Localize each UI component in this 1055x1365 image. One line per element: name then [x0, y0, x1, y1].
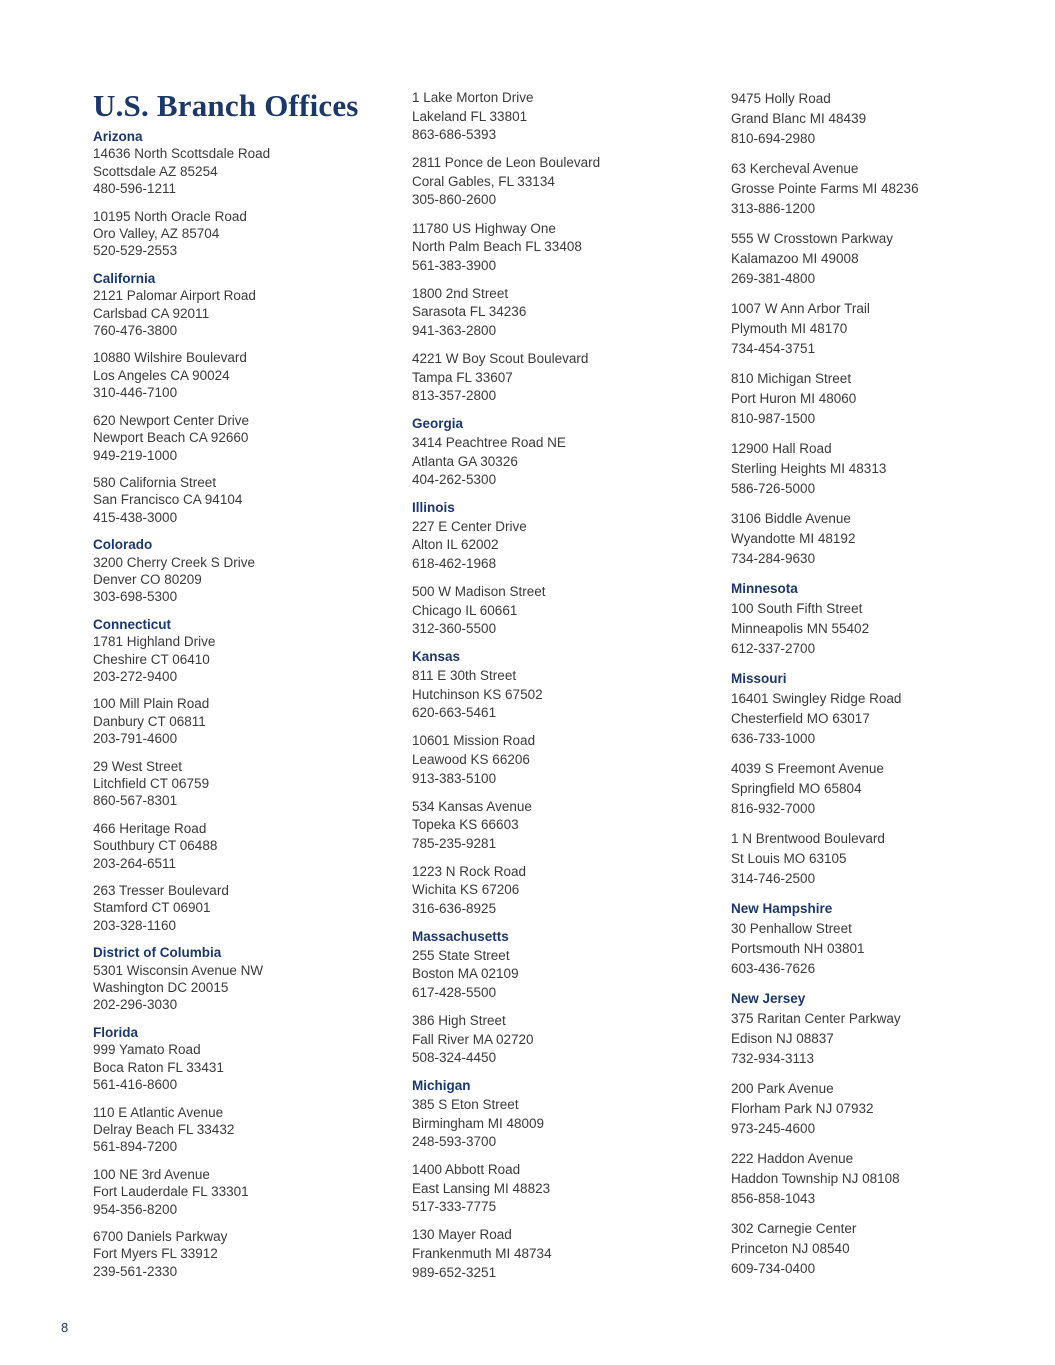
- office-entry: [93, 474, 393, 526]
- office-entry: [93, 1228, 393, 1280]
- office-entry: [412, 947, 712, 1003]
- office-entry: [412, 798, 712, 854]
- office-city: Haddon Township NJ 08108: [731, 1171, 900, 1186]
- office-street: 10880 Wilshire Boulevard: [93, 350, 247, 366]
- office-city: Wichita KS 67206: [412, 882, 520, 898]
- office-city: Chicago IL 60661: [412, 602, 518, 618]
- office-city: Washington DC 20015: [93, 980, 229, 996]
- office-street: 63 Kercheval Avenue: [731, 161, 859, 176]
- office-entry: [93, 1104, 393, 1156]
- office-phone: 313-886-1200: [731, 201, 816, 216]
- office-city: Carlsbad CA 92011: [93, 305, 210, 321]
- office-city: Newport Beach CA 92660: [93, 430, 249, 446]
- office-phone: 310-446-7100: [93, 385, 178, 401]
- office-city: Tampa FL 33607: [412, 369, 513, 385]
- office-street: 4221 W Boy Scout Boulevard: [412, 351, 589, 367]
- office-entry: [412, 1161, 712, 1217]
- office-street: 2811 Ponce de Leon Boulevard: [412, 155, 601, 171]
- office-phone: 989-652-3251: [412, 1264, 497, 1280]
- office-street: 14636 North Scottsdale Road: [93, 146, 271, 162]
- office-phone: 603-436-7626: [731, 961, 816, 976]
- office-street: 375 Raritan Center Parkway: [731, 1011, 901, 1026]
- state-section: [412, 648, 712, 918]
- office-phone: 312-360-5500: [412, 621, 497, 637]
- office-phone: 954-356-8200: [93, 1201, 178, 1217]
- office-street: 263 Tresser Boulevard: [93, 883, 229, 899]
- state-section: [412, 499, 712, 639]
- office-phone: 620-663-5461: [412, 705, 497, 721]
- office-phone: 734-284-9630: [731, 551, 816, 566]
- office-entry: [412, 285, 712, 341]
- office-phone: 863-686-5393: [412, 127, 497, 143]
- office-street: 16401 Swingley Ridge Road: [731, 691, 902, 706]
- office-phone: 636-733-1000: [731, 731, 816, 746]
- office-entry: [93, 758, 393, 810]
- office-city: Coral Gables, FL 33134: [412, 173, 555, 189]
- office-phone: 203-791-4600: [93, 731, 178, 747]
- office-entry: [731, 369, 1031, 429]
- state-heading: Massachusetts: [412, 929, 509, 945]
- office-street: 3414 Peachtree Road NE: [412, 435, 566, 450]
- office-city: Minneapolis MN 55402: [731, 621, 870, 636]
- office-phone: 618-462-1968: [412, 556, 497, 572]
- office-phone: 586-726-5000: [731, 481, 816, 496]
- office-street: 811 E 30th Street: [412, 668, 517, 684]
- office-entry: [731, 439, 1031, 499]
- office-street: 130 Mayer Road: [412, 1227, 512, 1243]
- office-entry: [731, 599, 1031, 659]
- office-street: 386 High Street: [412, 1013, 506, 1029]
- office-street: 1781 Highland Drive: [93, 634, 216, 650]
- state-heading: New Jersey: [731, 991, 806, 1006]
- column-3: [731, 89, 1031, 1289]
- office-street: 500 W Madison Street: [412, 584, 546, 600]
- office-phone: 508-324-4450: [412, 1050, 497, 1066]
- state-section: [731, 989, 1031, 1279]
- office-street: 466 Heritage Road: [93, 820, 207, 836]
- office-phone: 520-529-2553: [93, 243, 178, 259]
- office-entry: [93, 820, 393, 872]
- office-street: 6700 Daniels Parkway: [93, 1228, 228, 1244]
- office-entry: [412, 1012, 712, 1068]
- office-phone: 810-987-1500: [731, 411, 816, 426]
- office-entry: [93, 695, 393, 747]
- office-city: Southbury CT 06488: [93, 838, 218, 854]
- state-heading: Colorado: [93, 537, 153, 553]
- state-section: [93, 128, 393, 260]
- office-phone: 949-219-1000: [93, 447, 178, 463]
- office-city: Princeton NJ 08540: [731, 1241, 850, 1256]
- office-entry: [93, 145, 393, 197]
- state-heading: Arizona: [93, 129, 143, 144]
- office-phone: 248-593-3700: [412, 1134, 497, 1150]
- state-section: [412, 928, 712, 1068]
- office-street: 100 South Fifth Street: [731, 601, 863, 616]
- office-entry: [412, 89, 712, 145]
- office-street: 200 Park Avenue: [731, 1081, 834, 1096]
- office-city: Topeka KS 66603: [412, 817, 519, 833]
- office-city: Frankenmuth MI 48734: [412, 1246, 552, 1262]
- office-street: 12900 Hall Road: [731, 441, 832, 456]
- office-street: 2121 Palomar Airport Road: [93, 288, 256, 304]
- office-phone: 973-245-4600: [731, 1121, 816, 1136]
- office-street: 1223 N Rock Road: [412, 863, 527, 879]
- office-street: 1 Lake Morton Drive: [412, 90, 534, 105]
- state-heading: Illinois: [412, 500, 455, 516]
- office-entry: [93, 882, 393, 934]
- state-heading: Florida: [93, 1024, 139, 1040]
- state-section: [731, 899, 1031, 979]
- office-entry: [412, 350, 712, 406]
- office-city: Birmingham MI 48009: [412, 1115, 545, 1131]
- office-entry: [93, 633, 393, 685]
- office-phone: 269-381-4800: [731, 271, 816, 286]
- office-entry: [412, 863, 712, 919]
- office-city: Kalamazoo MI 49008: [731, 251, 859, 266]
- office-street: 222 Haddon Avenue: [731, 1151, 854, 1166]
- office-street: 5301 Wisconsin Avenue NW: [93, 962, 264, 978]
- state-heading: Kansas: [412, 649, 461, 665]
- office-city: Wyandotte MI 48192: [731, 531, 856, 546]
- office-city: Port Huron MI 48060: [731, 391, 857, 406]
- office-entry: [93, 962, 393, 1014]
- office-street: 302 Carnegie Center: [731, 1221, 857, 1236]
- office-city: Grosse Pointe Farms MI 48236: [731, 181, 919, 196]
- office-city: Edison NJ 08837: [731, 1031, 834, 1046]
- office-phone: 617-428-5500: [412, 984, 497, 1000]
- office-entry: [93, 412, 393, 464]
- column-2: [412, 89, 712, 1292]
- office-street: 100 Mill Plain Road: [93, 696, 210, 712]
- office-street: 1 N Brentwood Boulevard: [731, 831, 885, 846]
- office-entry: [731, 759, 1031, 819]
- office-city: Alton IL 62002: [412, 537, 499, 553]
- office-street: 29 West Street: [93, 758, 183, 774]
- office-street: 227 E Center Drive: [412, 518, 527, 534]
- office-street: 10195 North Oracle Road: [93, 208, 247, 224]
- office-entry: [731, 919, 1031, 979]
- office-phone: 816-932-7000: [731, 801, 816, 816]
- office-phone: 856-858-1043: [731, 1191, 816, 1206]
- office-entry: [412, 583, 712, 639]
- office-city: Los Angeles CA 90024: [93, 367, 230, 383]
- office-entry: [93, 1166, 393, 1218]
- office-city: Boca Raton FL 33431: [93, 1059, 224, 1075]
- office-city: Portsmouth NH 03801: [731, 941, 865, 956]
- office-entry: [412, 434, 712, 490]
- page-number: 8: [61, 1320, 69, 1335]
- office-street: 255 State Street: [412, 947, 510, 963]
- office-entry: [731, 1149, 1031, 1209]
- office-street: 110 E Atlantic Avenue: [93, 1104, 224, 1120]
- office-city: Fort Lauderdale FL 33301: [93, 1184, 249, 1200]
- state-section: [93, 536, 393, 606]
- office-street: 385 S Eton Street: [412, 1096, 519, 1112]
- state-section: [731, 89, 1031, 569]
- office-entry: [731, 159, 1031, 219]
- office-entry: [412, 220, 712, 276]
- state-section: [93, 944, 393, 1014]
- state-section: [731, 669, 1031, 889]
- office-entry: [412, 667, 712, 723]
- office-city: Denver CO 80209: [93, 571, 202, 587]
- office-phone: 239-561-2330: [93, 1263, 178, 1279]
- office-city: Scottsdale AZ 85254: [93, 163, 218, 179]
- state-heading: Missouri: [731, 671, 787, 686]
- office-city: Leawood KS 66206: [412, 751, 530, 767]
- office-city: Chesterfield MO 63017: [731, 711, 870, 726]
- office-entry: [93, 208, 393, 260]
- office-phone: 203-328-1160: [93, 917, 177, 933]
- office-entry: [412, 518, 712, 574]
- office-entry: [93, 349, 393, 401]
- office-phone: 561-894-7200: [93, 1139, 178, 1155]
- office-street: 3200 Cherry Creek S Drive: [93, 554, 256, 570]
- office-phone: 813-357-2800: [412, 388, 497, 404]
- office-phone: 202-296-3030: [93, 997, 178, 1013]
- state-heading: Minnesota: [731, 581, 798, 596]
- office-entry: [93, 554, 393, 606]
- office-phone: 203-272-9400: [93, 668, 178, 684]
- office-phone: 732-934-3113: [731, 1051, 815, 1066]
- office-entry: [731, 229, 1031, 289]
- office-city: Sterling Heights MI 48313: [731, 461, 887, 476]
- office-entry: [412, 1226, 712, 1282]
- office-city: Lakeland FL 33801: [412, 108, 528, 124]
- state-section: [412, 1077, 712, 1282]
- office-city: Litchfield CT 06759: [93, 776, 210, 791]
- office-phone: 415-438-3000: [93, 509, 178, 525]
- state-heading: District of Columbia: [93, 945, 222, 961]
- office-phone: 316-636-8925: [412, 901, 497, 917]
- office-street: 100 NE 3rd Avenue: [93, 1166, 210, 1182]
- office-phone: 785-235-9281: [412, 835, 497, 851]
- office-street: 555 W Crosstown Parkway: [731, 231, 894, 246]
- state-section: [93, 1024, 393, 1280]
- office-city: Florham Park NJ 07932: [731, 1101, 874, 1116]
- office-entry: [412, 154, 712, 210]
- office-street: 30 Penhallow Street: [731, 921, 852, 936]
- office-city: Oro Valley, AZ 85704: [93, 226, 220, 242]
- office-city: Plymouth MI 48170: [731, 321, 848, 336]
- office-city: Springfield MO 65804: [731, 781, 862, 796]
- office-entry: [93, 1041, 393, 1093]
- office-city: St Louis MO 63105: [731, 851, 847, 866]
- office-street: 999 Yamato Road: [93, 1042, 201, 1058]
- office-street: 4039 S Freemont Avenue: [731, 761, 884, 776]
- office-phone: 941-363-2800: [412, 323, 497, 339]
- office-phone: 609-734-0400: [731, 1261, 816, 1276]
- column-1: [93, 0, 393, 1290]
- office-street: 11780 US Highway One: [412, 220, 556, 236]
- state-section: [412, 415, 712, 489]
- office-phone: 203-264-6511: [93, 855, 177, 871]
- office-phone: 404-262-5300: [412, 472, 497, 488]
- office-phone: 561-416-8600: [93, 1077, 178, 1093]
- office-city: Boston MA 02109: [412, 966, 519, 982]
- office-entry: [731, 829, 1031, 889]
- office-entry: [731, 89, 1031, 149]
- office-entry: [731, 1219, 1031, 1279]
- office-city: East Lansing MI 48823: [412, 1180, 551, 1196]
- state-heading: Connecticut: [93, 616, 172, 632]
- office-phone: 810-694-2980: [731, 131, 816, 146]
- office-entry: [731, 299, 1031, 359]
- office-phone: 913-383-5100: [412, 770, 497, 786]
- office-entry: [412, 1096, 712, 1152]
- office-street: 620 Newport Center Drive: [93, 412, 250, 428]
- office-city: Danbury CT 06811: [93, 713, 206, 729]
- office-phone: 303-698-5300: [93, 589, 178, 605]
- office-phone: 860-567-8301: [93, 793, 178, 809]
- state-section: [731, 579, 1031, 659]
- office-street: 810 Michigan Street: [731, 371, 852, 386]
- state-heading: New Hampshire: [731, 901, 833, 916]
- state-section: [93, 270, 393, 526]
- office-street: 10601 Mission Road: [412, 733, 536, 749]
- office-phone: 734-454-3751: [731, 341, 816, 356]
- office-city: Stamford CT 06901: [93, 900, 211, 916]
- office-city: Delray Beach FL 33432: [93, 1121, 235, 1137]
- state-heading: Georgia: [412, 416, 464, 432]
- office-street: 1800 2nd Street: [412, 285, 509, 301]
- office-entry: [731, 1009, 1031, 1069]
- office-entry: [731, 509, 1031, 569]
- office-city: Sarasota FL 34236: [412, 304, 527, 320]
- office-phone: 517-333-7775: [412, 1199, 497, 1215]
- office-phone: 760-476-3800: [93, 323, 178, 339]
- office-phone: 561-383-3900: [412, 257, 497, 273]
- office-street: 580 California Street: [93, 474, 217, 490]
- office-city: Hutchinson KS 67502: [412, 686, 543, 702]
- office-phone: 480-596-1211: [93, 181, 177, 197]
- state-heading: California: [93, 270, 156, 286]
- office-street: 1400 Abbott Road: [412, 1162, 521, 1178]
- office-entry: [731, 689, 1031, 749]
- office-city: San Francisco CA 94104: [93, 492, 243, 508]
- office-phone: 314-746-2500: [731, 871, 816, 886]
- office-city: Grand Blanc MI 48439: [731, 111, 867, 126]
- office-phone: 305-860-2600: [412, 192, 497, 208]
- office-street: 1007 W Ann Arbor Trail: [731, 301, 870, 316]
- page-title: U.S. Branch Offices: [93, 88, 359, 123]
- state-section: [93, 616, 393, 935]
- office-city: Atlanta GA 30326: [412, 453, 518, 469]
- office-street: 534 Kansas Avenue: [412, 798, 532, 814]
- office-street: 9475 Holly Road: [731, 91, 831, 106]
- office-city: Fort Myers FL 33912: [93, 1246, 218, 1262]
- office-city: Fall River MA 02720: [412, 1031, 534, 1047]
- office-phone: 612-337-2700: [731, 641, 816, 656]
- office-city: Cheshire CT 06410: [93, 651, 210, 667]
- state-heading: Michigan: [412, 1078, 471, 1094]
- office-city: North Palm Beach FL 33408: [412, 239, 582, 255]
- office-entry: [93, 287, 393, 339]
- office-street: 3106 Biddle Avenue: [731, 511, 851, 526]
- office-entry: [731, 1079, 1031, 1139]
- state-section: [412, 89, 712, 406]
- office-entry: [412, 732, 712, 788]
